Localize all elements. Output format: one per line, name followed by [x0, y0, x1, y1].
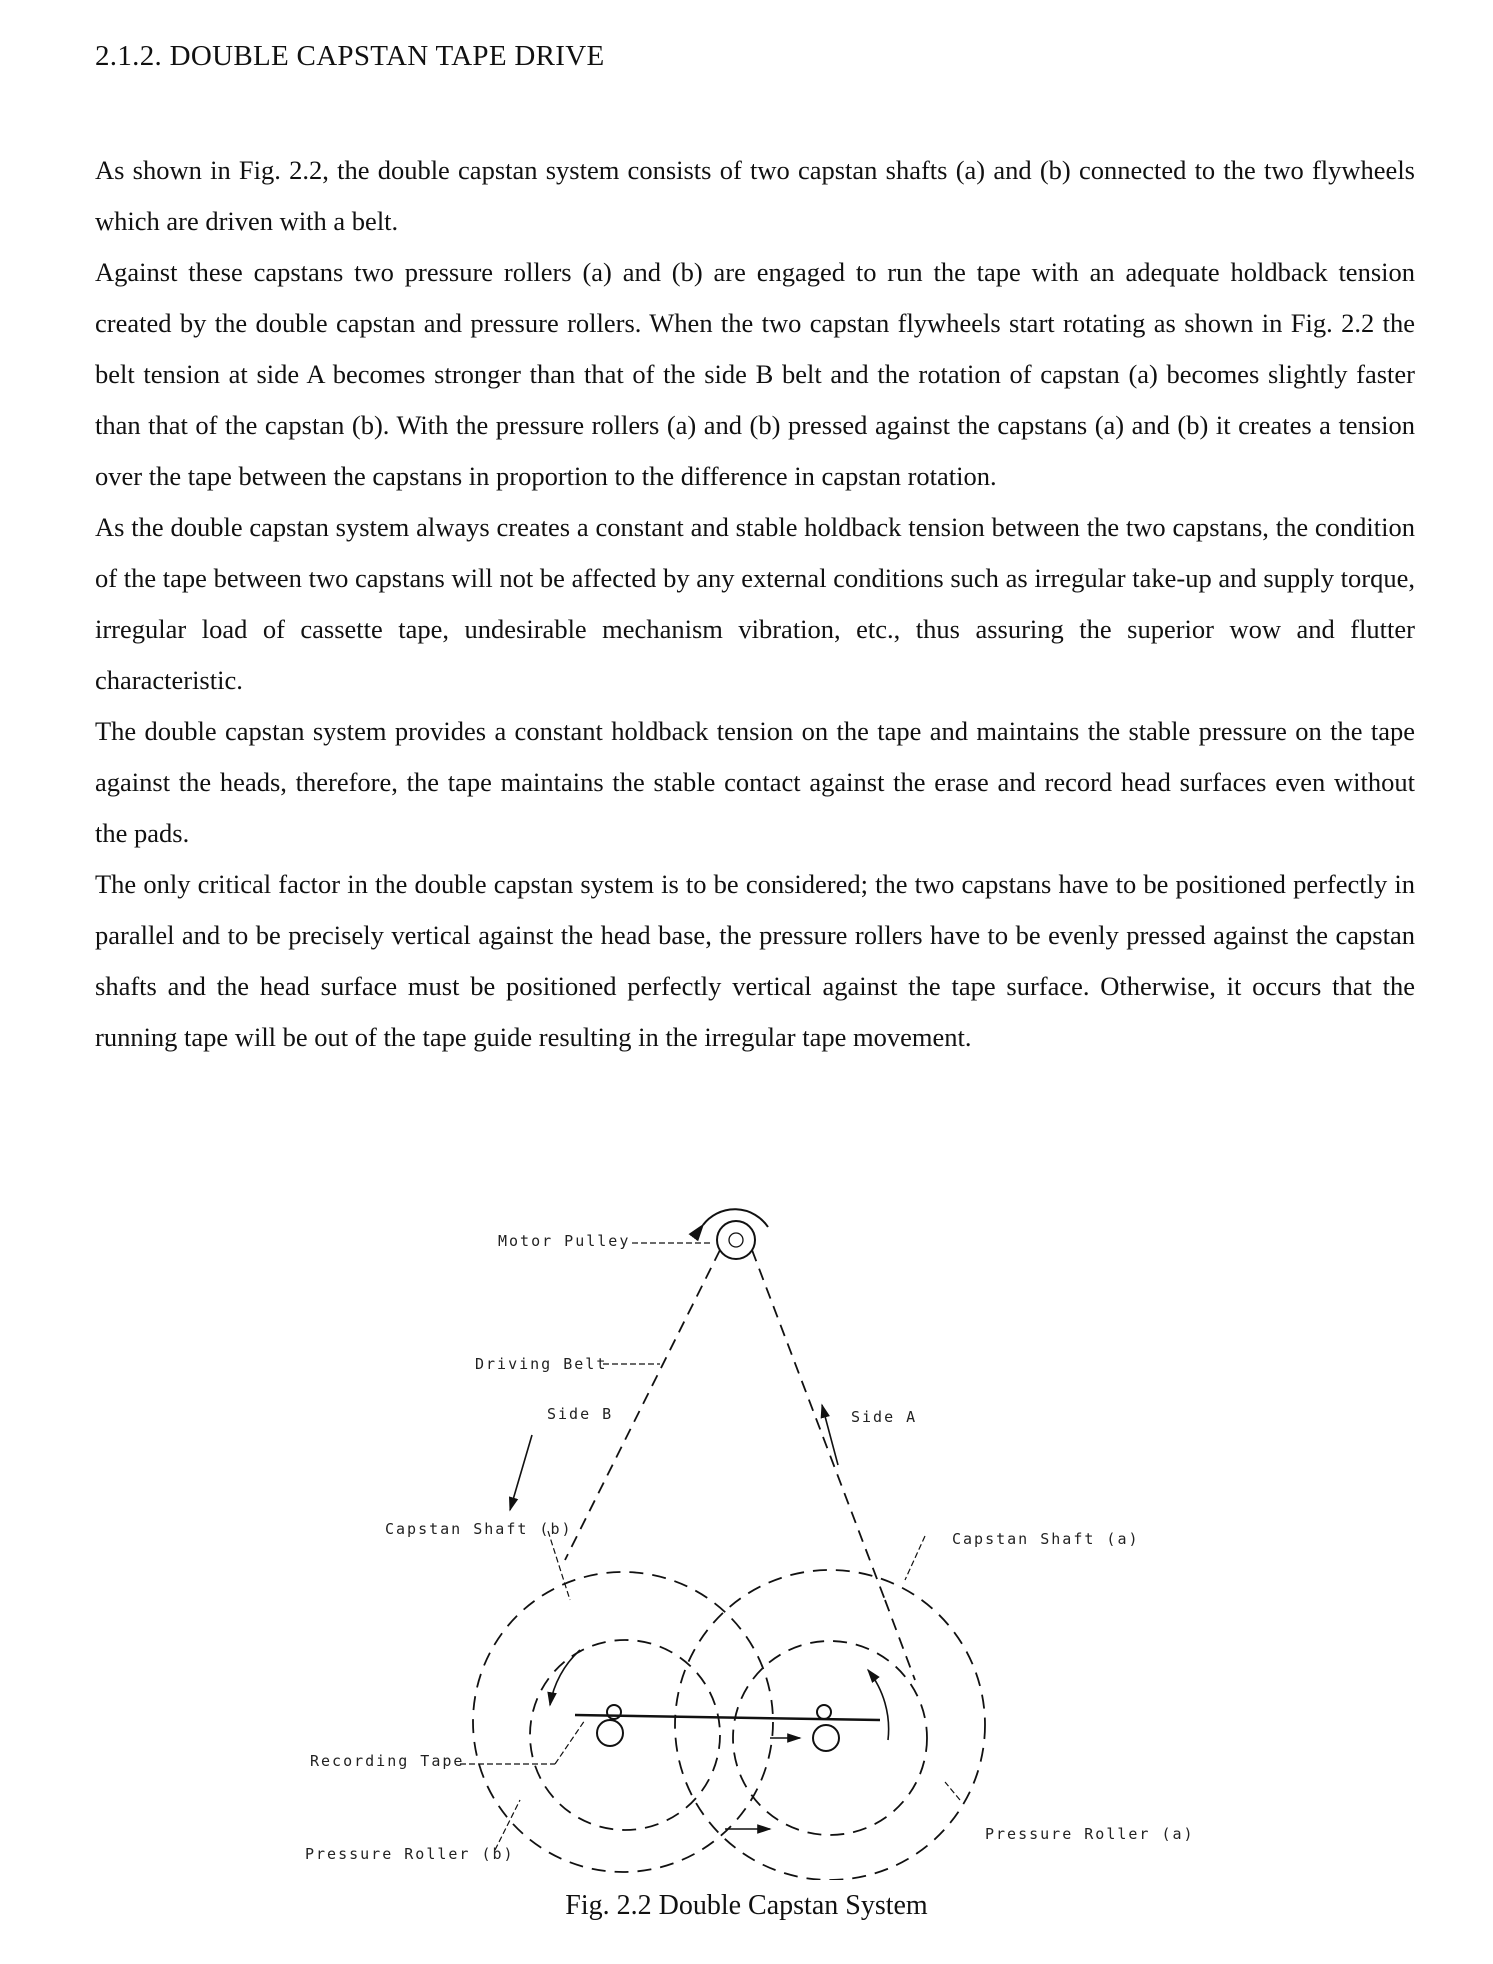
paragraph-4: The double capstan system provides a constant holdback tension on the tape and maintains the stable pressure on the tape against the heads, therefore, the tape maintains the stable contact against the erase and record head surfaces even without the pads. — [95, 716, 1415, 848]
flywheel-circles — [473, 1570, 985, 1880]
label-pressure-roller-b: Pressure Roller (b) — [305, 1845, 515, 1863]
section-heading: 2.1.2. DOUBLE CAPSTAN TAPE DRIVE — [95, 40, 605, 72]
label-side-b: Side B — [547, 1405, 614, 1423]
label-capstan-shaft-b: Capstan Shaft (b) — [385, 1520, 573, 1538]
paragraph-3: As the double capstan system always creates a constant and stable holdback tension between the two capstans, the condition of the tape between two capstans will not be affected by any external conditions such as irregular take-up and supply torque, irregular load of cassette tape, undesirable mechanism vibration, etc., thus assuring the superior wow and flutter characteristic. — [95, 512, 1415, 695]
label-driving-belt: Driving Belt — [475, 1355, 608, 1373]
figure-caption: Fig. 2.2 Double Capstan System — [565, 1890, 928, 1921]
paragraph-2: Against these capstans two pressure rollers (a) and (b) are engaged to run the tape with an adequate holdback tension created by the double capstan and pressure rollers. When the two capstan flywheels start rotating as shown in Fig. 2.2 the belt tension at side A becomes stronger than that of the side B belt and the rotation of capstan (a) becomes slightly faster than that of the capstan (b). With the pressure rollers (a) and (b) pressed against the capstans (a) and (b) it creates a tension over the tape between the capstans in proportion to the difference in capstan rotation. — [95, 257, 1415, 491]
double-capstan-diagram — [0, 1180, 1493, 1880]
paragraph-5: The only critical factor in the double capstan system is to be considered; the two capstans have to be positioned perfectly in parallel and to be precisely vertical against the head base, the pressure rollers have to be evenly pressed against the capstan shafts and the head surface must be positioned perfectly vertical against the tape surface. Otherwise, it occurs that the running tape will be out of the tape guide resulting in the irregular tape movement. — [95, 869, 1415, 1052]
label-side-a: Side A — [851, 1408, 918, 1426]
label-recording-tape: Recording Tape — [310, 1752, 465, 1770]
body-text — [95, 145, 1415, 1063]
figure-double-capstan — [0, 1180, 1493, 1880]
paragraph-1: As shown in Fig. 2.2, the double capstan system consists of two capstan shafts (a) and (b) connected to the two flywheels which are driven with a belt. — [95, 155, 1415, 236]
label-motor-pulley: Motor Pulley — [498, 1232, 631, 1250]
label-capstan-shaft-a: Capstan Shaft (a) — [952, 1530, 1140, 1548]
label-pressure-roller-a: Pressure Roller (a) — [985, 1825, 1195, 1843]
motor-pulley-icon — [703, 1209, 768, 1259]
driving-belt-lines — [565, 1250, 918, 1680]
